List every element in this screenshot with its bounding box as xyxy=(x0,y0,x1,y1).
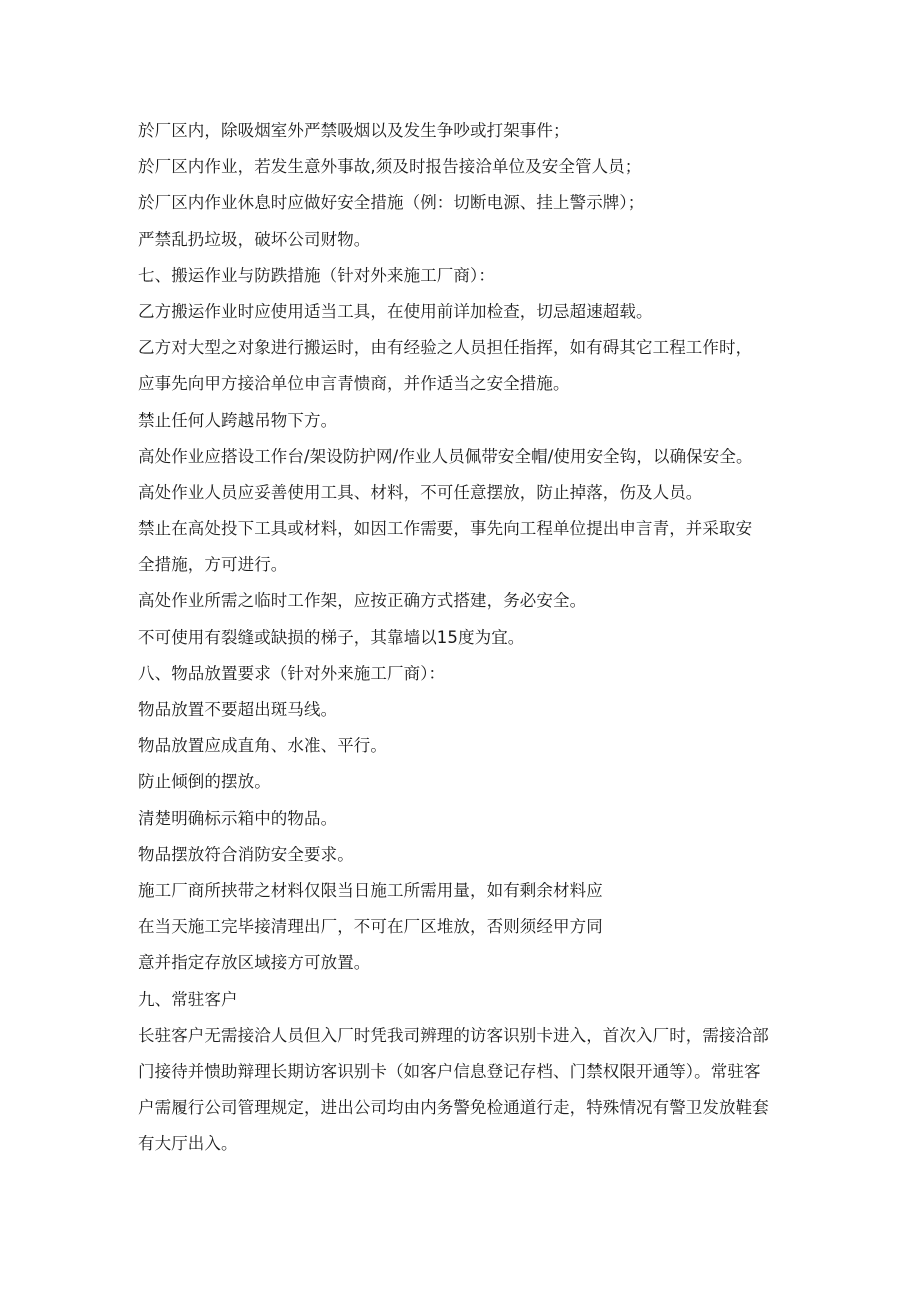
text-line: 意并指定存放区域接方可放置。 xyxy=(138,953,371,973)
section-heading: 八、物品放置要求（针对外来施工厂商）： xyxy=(138,663,446,683)
text-line: 物品放置不要超出斑马线。 xyxy=(138,700,338,719)
text-line: 高处作业人员应妥善使用工具、材料，不可任意摆放，防止掉落，伤及人员。 xyxy=(138,482,703,502)
text-line: 禁止任何人跨越吊物下方。 xyxy=(138,410,338,430)
section-heading: 九、常驻客户 xyxy=(138,989,238,1009)
text-line: 禁止在高处投下工具或材料，如因工作需要，事先向工程单位提出申言青，并采取安 xyxy=(138,519,753,539)
text-line: 有大厅出入。 xyxy=(138,1134,238,1154)
text-line: 户需履行公司管理规定，进出公司均由内务警免检通道行走，特殊情况有警卫发放鞋套 xyxy=(138,1098,769,1118)
text-line: 施工厂商所挟带之材料仅限当日施工所需用量，如有剩余材料应 xyxy=(138,880,603,900)
text-line: 物品放置应成直角、水准、平行。 xyxy=(138,736,387,756)
text-line: 在当天施工完毕接清理出厂，不可在厂区堆放，否则须经甲方同 xyxy=(138,917,603,937)
text-line: 於厂区内作业，若发生意外事故,须及时报告接洽单位及安全管人员； xyxy=(138,157,642,177)
text-line: 严禁乱扔垃圾，破坏公司财物。 xyxy=(138,229,371,249)
document-body xyxy=(138,113,788,1162)
text-line: 全措施，方可进行。 xyxy=(138,555,288,575)
text-line: 不可使用有裂缝或缺损的梯子，其靠墙以15度为宜。 xyxy=(138,627,525,647)
text-line: 於厂区内，除吸烟室外严禁吸烟以及发生争吵或打架事件； xyxy=(138,121,570,140)
text-line: 防止倾倒的摆放。 xyxy=(138,772,271,792)
text-line: 高处作业所需之临时工作架，应按正确方式搭建，务必安全。 xyxy=(138,591,587,611)
text-line: 乙方搬运作业时应使用适当工具，在使用前详加检查，切忌超速超载。 xyxy=(138,301,653,321)
text-line: 清楚明确标示箱中的物品。 xyxy=(138,808,338,828)
text-line: 长驻客户无需接洽人员但入厂时凭我司辨理的访客识别卡进入，首次入厂时，需接洽部 xyxy=(138,1025,769,1045)
section-heading: 七、搬运作业与防跌措施（针对外来施工厂商）： xyxy=(138,265,495,285)
text-line: 应事先向甲方接洽单位申言青愦商，并作适当之安全措施。 xyxy=(138,374,570,394)
text-line: 於厂区内作业休息时应做好安全措施（例：切断电源、挂上警示牌）； xyxy=(138,193,645,213)
text-line: 物品摆放符合消防安全要求。 xyxy=(138,844,354,864)
text-line: 乙方对大型之对象进行搬运时，由有经验之人员担任指挥，如有碍其它工程工作时， xyxy=(138,338,753,358)
text-line: 高处作业应搭设工作台/架设防护网/作业人员佩带安全帽/使用安全钩，以确保安全。 xyxy=(138,446,753,466)
text-line: 门接待并愦助辩理长期访客识别卡（如客户信息登记存档、门禁权限开通等）。常驻客 xyxy=(138,1061,761,1081)
